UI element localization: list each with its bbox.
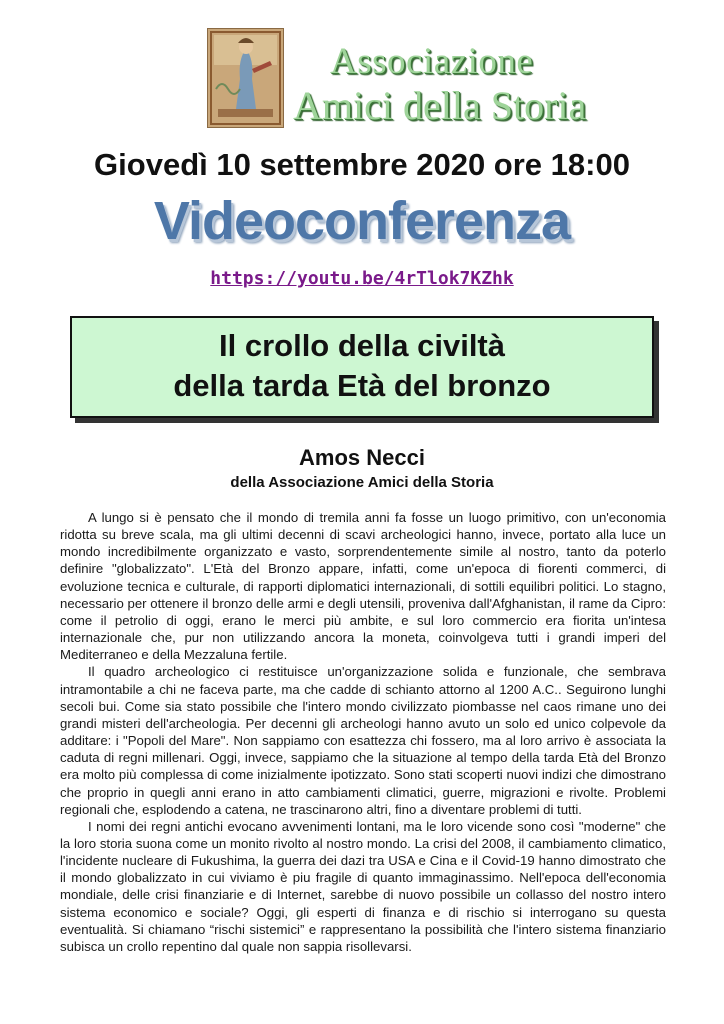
talk-title-line1: Il crollo della civiltà — [219, 328, 505, 363]
org-name-line2: Amici della Storia — [293, 83, 587, 128]
youtube-link[interactable]: https://youtu.be/4rTlok7KZhk — [210, 268, 514, 289]
abstract-paragraph-2: Il quadro archeologico ci restituisce un'organizzazione solida e funzionale, che sembrava intramontabile a chi ne faceva parte, ma che cadde di schianto attorno al 1200 A.C.. Seguirono lunghi secoli bui. Come sia stato possibile che l'intero mondo civilizzato piombasse nel caos rimane uno dei grandi misteri dell'archeologia. Per decenni gli archeologi hanno avuto un solo ed unico colpevole da additare: i "Popoli del Mare". Non sappiamo con esattezza chi fossero, ma al loro arrivo è associata la caduta di regni millenari. Oggi, invece, sappiamo che la situazione al tempo della tarda Età del Bronzo era molto più complessa di come inizialmente ipotizzato. Sono stati scoperti nuovi indizi che dimostrano che proprio in quegli anni erano in atto cambiamenti climatici, guerre, migrazioni e rivolte. Problemi regionali che, esplodendo a catena, ne trascinarono altri, fino a diventare problemi di tutti. — [60, 664, 666, 817]
abstract-paragraph-1: A lungo si è pensato che il mondo di tremila anni fa fosse un luogo primitivo, con un'economia ridotta su breve scala, ma gli ultimi decenni di scavi archeologici hanno, invece, portato alla luce un mondo incredibilmente organizzato e vasto, sorprendentemente simile al nostro, tanto da poterlo definire "globalizzato". L'Età del Bronzo appare, infatti, come un'epoca di fiorenti commerci, di evoluzione tecnica e culturale, di rapporti diplomatici internazionali, di sottili equilibri politici. Lo stagno, necessario per ottenere il bronzo delle armi e degli utensili, proveniva dall'Afghanistan, il rame da Cipro: come il petrolio di oggi, erano le merci più ambite, e sul loro commercio era fiorita un'intesa internazionale che, pur non utilizzando ancora la moneta, coinvolgeva tutti i grandi imperi del Mediterraneo e della Mezzaluna fertile. — [60, 510, 666, 663]
abstract — [60, 509, 666, 955]
talk-title-line2: della tarda Età del bronzo — [173, 368, 551, 403]
org-name-line1: Associazione — [330, 41, 534, 82]
talk-title-box — [70, 316, 654, 418]
speaker-affiliation: della Associazione Amici della Storia — [230, 474, 494, 491]
event-date: Giovedì 10 settembre 2020 ore 18:00 — [94, 147, 630, 182]
event-format: Videoconferenza — [153, 191, 571, 251]
header — [0, 0, 724, 140]
speaker-name: Amos Necci — [299, 445, 425, 470]
fresco-logo — [207, 28, 284, 128]
abstract-paragraph-3: I nomi dei regni antichi evocano avvenimenti lontani, ma le loro vicende sono così "moderne" che la loro storia suona come un monito rivolto al nostro mondo. La crisi del 2008, il cambiamento climatico, l'incidente nucleare di Fukushima, la guerra dei dazi tra USA e Cina e il Covid-19 hanno dimostrato che il mondo globalizzato in cui viviamo è piu fragile di quanto immaginassimo. Nell'epoca dell'economia mondiale, delle crisi finanziarie e di Internet, sarebbe di nuovo possibile un collasso del nostro intero sistema economico e sociale? Oggi, gli esperti di finanza e di rischio si interrogano su questa eventualità. Si chiamano “rischi sistemici” e rappresentano la possibilità che l'intero sistema finanziario subisca un crollo repentino dal quale non sappia risollevarsi. — [60, 818, 666, 954]
